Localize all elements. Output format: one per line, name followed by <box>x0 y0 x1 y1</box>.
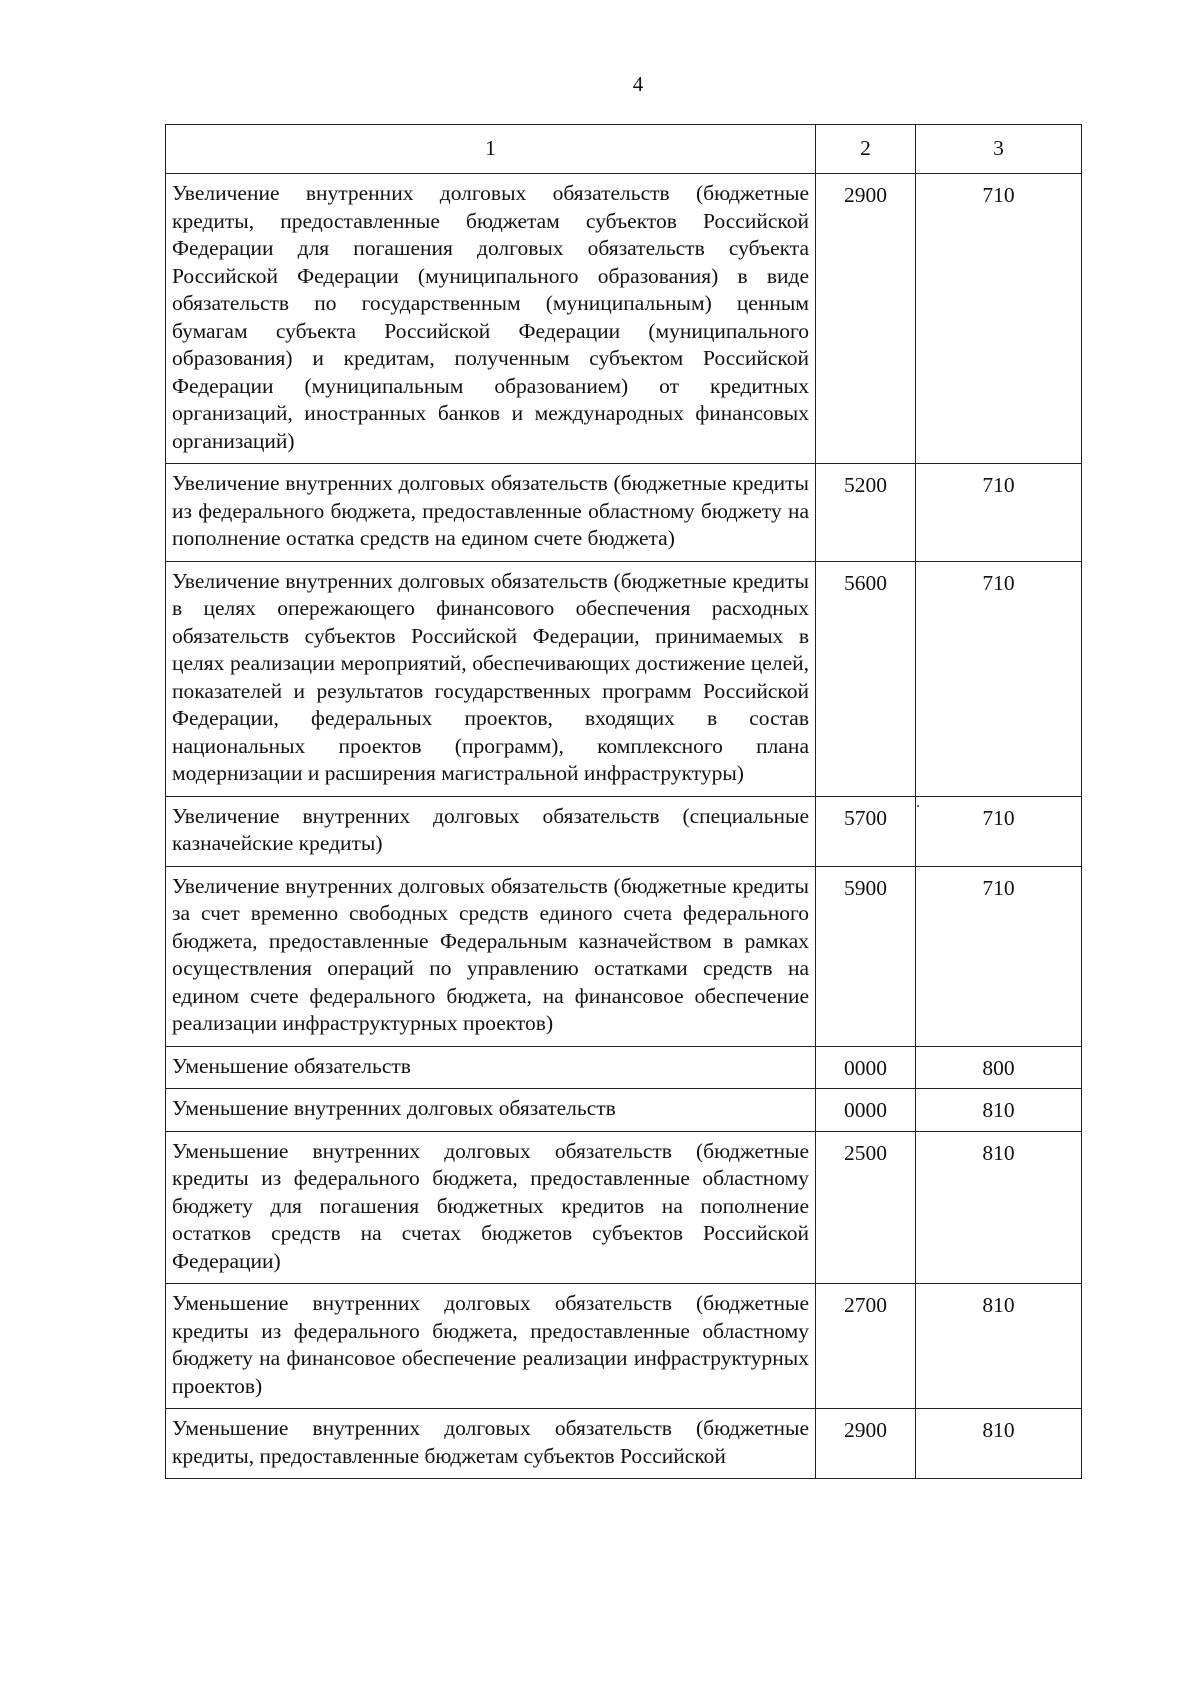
row-code-2: 2900 <box>816 1409 916 1479</box>
row-code-2: 2900 <box>816 174 916 464</box>
row-code-3: 810 <box>916 1409 1082 1479</box>
row-code-2: 2500 <box>816 1131 916 1284</box>
table-row <box>166 1409 1082 1479</box>
table-row <box>166 796 1082 866</box>
table-row <box>166 561 1082 796</box>
table-row <box>166 1131 1082 1284</box>
table-header-row <box>166 125 1082 174</box>
row-code-2: 5600 <box>816 561 916 796</box>
header-col-3: 3 <box>916 125 1082 174</box>
row-code-2: 2700 <box>816 1284 916 1409</box>
row-code-3: 810 <box>916 1284 1082 1409</box>
table-row <box>166 464 1082 562</box>
row-code-3: 810 <box>916 1089 1082 1132</box>
row-code-2: 5900 <box>816 866 916 1046</box>
table-row <box>166 174 1082 464</box>
budget-classification-table <box>165 124 1082 1479</box>
row-code-3: 710 <box>916 464 1082 562</box>
table-row <box>166 1046 1082 1089</box>
row-description: Увеличение внутренних долговых обязательств (бюджетные кредиты в целях опережающего финансового обеспечения расходных обязательств субъектов Российской Федерации, принимаемых в целях реализации мероприятий, обеспечивающих достижение целей, показателей и результатов государственных программ Российской Федерации, федеральных проектов, входящих в состав национальных проектов (программ), комплексного плана модернизации и расширения магистральной инфраструктуры) <box>166 561 816 796</box>
row-description: Увеличение внутренних долговых обязательств (бюджетные кредиты из федерального бюджета, предоставленные областному бюджету на пополнение остатка средств на едином счете бюджета) <box>166 464 816 562</box>
row-code-2: 5200 <box>816 464 916 562</box>
row-code-3: 710 <box>916 796 1082 866</box>
row-description: Увеличение внутренних долговых обязательств (бюджетные кредиты за счет временно свободных средств единого счета федерального бюджета, предоставленные Федеральным казначейством в рамках осуществления операций по управлению остатками средств на едином счете федерального бюджета, на финансовое обеспечение реализации инфраструктурных проектов) <box>166 866 816 1046</box>
row-code-3: 710 <box>916 174 1082 464</box>
row-code-3: 810 <box>916 1131 1082 1284</box>
row-code-2: 0000 <box>816 1046 916 1089</box>
row-code-3: 710 <box>916 561 1082 796</box>
row-description: Уменьшение обязательств <box>166 1046 816 1089</box>
header-col-1: 1 <box>166 125 816 174</box>
row-code-3: 710 <box>916 866 1082 1046</box>
page-number: 4 <box>632 72 644 96</box>
scan-artifact-dot <box>917 805 919 807</box>
table-row <box>166 1284 1082 1409</box>
row-description: Увеличение внутренних долговых обязательств (бюджетные кредиты, предоставленные бюджетам субъектов Российской Федерации для погашения долговых обязательств субъекта Российской Федерации (муниципального образования) в виде обязательств по государственным (муниципальным) ценным бумагам субъекта Российской Федерации (муниципального образования) и кредитам, полученным субъектом Российской Федерации (муниципальным образованием) от кредитных организаций, иностранных банков и международных финансовых организаций) <box>166 174 816 464</box>
row-description: Уменьшение внутренних долговых обязательств (бюджетные кредиты из федерального бюджета, предоставленные областному бюджету для погашения бюджетных кредитов на пополнение остатков средств на счетах бюджетов субъектов Российской Федерации) <box>166 1131 816 1284</box>
row-description: Уменьшение внутренних долговых обязательств (бюджетные кредиты из федерального бюджета, предоставленные областному бюджету на финансовое обеспечение реализации инфраструктурных проектов) <box>166 1284 816 1409</box>
header-col-2: 2 <box>816 125 916 174</box>
table-row <box>166 866 1082 1046</box>
table-row <box>166 1089 1082 1132</box>
row-code-3: 800 <box>916 1046 1082 1089</box>
row-description: Уменьшение внутренних долговых обязательств <box>166 1089 816 1132</box>
row-code-2: 0000 <box>816 1089 916 1132</box>
row-description: Увеличение внутренних долговых обязательств (специальные казначейские кредиты) <box>166 796 816 866</box>
row-code-2: 5700 <box>816 796 916 866</box>
row-description: Уменьшение внутренних долговых обязательств (бюджетные кредиты, предоставленные бюджетам субъектов Российской <box>166 1409 816 1479</box>
